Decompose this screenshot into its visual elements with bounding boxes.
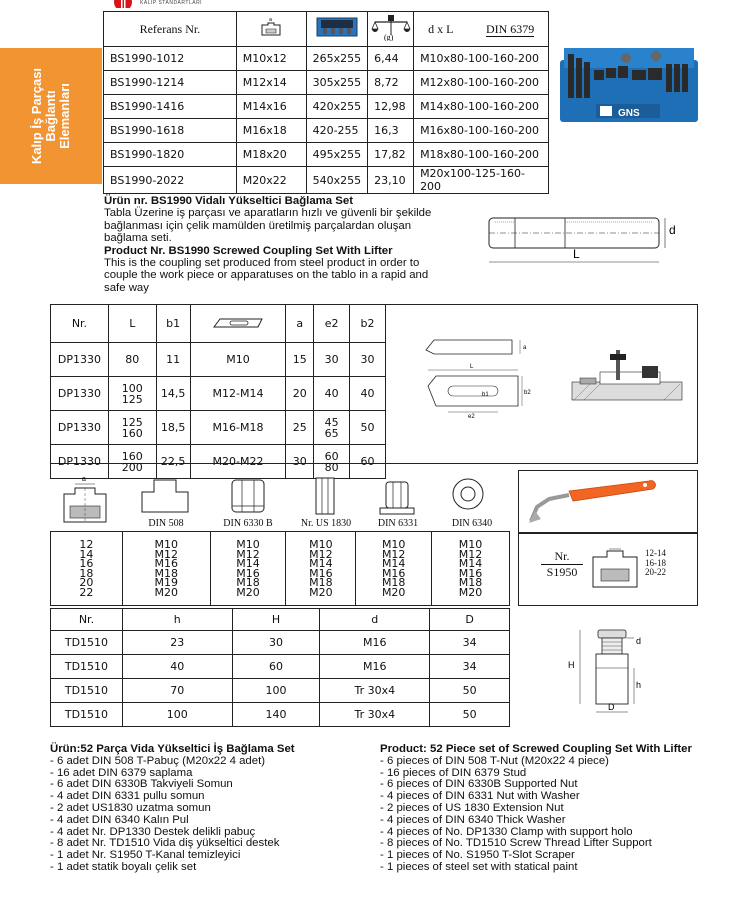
s1950-size: 16-18 — [645, 557, 666, 568]
list-tr-title: Ürün:52 Parça Vida Yükseltici İş Bağlama Set — [50, 743, 295, 755]
list-item: - 4 adet DIN 6331 pullu somun — [50, 790, 205, 803]
cell: M18x80-100-160-200 — [414, 143, 549, 167]
cell: 23,10 — [368, 167, 414, 194]
list-en-title: Product: 52 Piece set of Screwed Coupling Set With Lifter — [380, 743, 692, 755]
cell: 40 — [122, 655, 232, 679]
dim-L: L — [573, 247, 580, 261]
cell: 50 — [430, 679, 510, 703]
cell-line: 14 — [79, 547, 94, 561]
cell-line: 125 — [121, 415, 143, 429]
t-slot-profile-icon — [60, 472, 110, 528]
cell: M16x80-100-160-200 — [414, 119, 549, 143]
cell: M10 — [190, 343, 286, 377]
cell-line: M12 — [309, 547, 333, 561]
header-nr: Nr. — [51, 305, 109, 343]
table-row — [51, 411, 386, 445]
s1950-slot-icon — [591, 543, 641, 596]
cell: 12,98 — [368, 95, 414, 119]
cell: 25 — [286, 411, 314, 445]
dim-support-d: d — [636, 636, 642, 646]
table-row — [104, 167, 549, 194]
cell: TD1510 — [51, 631, 123, 655]
list-item: - 6 pieces of DIN 6330B Supported Nut — [380, 778, 578, 791]
cell: 16,3 — [368, 119, 414, 143]
list-item: - 1 adet statik boyalı çelik set — [50, 860, 197, 873]
cell: BS1990-1214 — [104, 71, 237, 95]
label-din6340: DIN 6340 — [451, 518, 493, 529]
cell: M18x20 — [236, 143, 306, 167]
reference-table-header — [104, 12, 549, 47]
s1950-nr: Nr. — [541, 549, 583, 565]
content-list-en — [380, 744, 720, 874]
cell: M16-M18 — [190, 411, 286, 445]
dim-H: H — [568, 660, 575, 670]
table-row — [104, 143, 549, 167]
cell-line: 16 — [79, 557, 94, 570]
cell: Tr 30x4 — [320, 703, 430, 727]
cell: 20 — [286, 377, 314, 411]
cell-line: M18 — [236, 576, 260, 589]
cell-line: M12 — [236, 547, 260, 561]
cell-line: 160 — [121, 426, 143, 440]
cell-line: 45 — [324, 415, 339, 429]
cell-line: 200 — [121, 460, 143, 474]
table-row — [51, 532, 510, 606]
cell-line: M20 — [458, 585, 483, 599]
supported-nut-icon — [218, 476, 278, 516]
cell: 11 — [156, 343, 190, 377]
cell: 8,72 — [368, 71, 414, 95]
cell: M10x80-100-160-200 — [414, 47, 549, 71]
weight-unit: (g) — [383, 33, 393, 41]
table-row — [104, 95, 549, 119]
cell: M20-M22 — [190, 445, 286, 479]
cell-line: M10 — [154, 538, 178, 551]
table-row — [104, 71, 549, 95]
cell: 34 — [430, 655, 510, 679]
side-tab-line: Kalıp İş Parçası — [29, 67, 44, 165]
s1950-size: 12-14 — [645, 548, 666, 558]
cell: 100 — [122, 703, 232, 727]
side-tab-line: Elemanları — [57, 83, 72, 149]
cell: BS1990-1416 — [104, 95, 237, 119]
cell-line: 60 — [324, 449, 339, 463]
s1950-code: S1950 — [546, 565, 578, 579]
header-d: d — [320, 609, 430, 631]
cell: 18,5 — [156, 411, 190, 445]
cell: BS1990-1820 — [104, 143, 237, 167]
cell — [314, 445, 350, 479]
side-tab-line: Bağlantı — [43, 90, 58, 142]
cell-line: 160 — [121, 449, 143, 463]
cell-line: M14 — [458, 557, 483, 570]
cell-line: M18 — [154, 566, 178, 580]
cell: BS1990-2022 — [104, 167, 237, 194]
s1950-label — [541, 549, 583, 580]
side-tab-text — [30, 51, 72, 181]
cell-line: M20 — [236, 585, 260, 599]
cell-line: M20 — [309, 585, 333, 599]
cell-line: 125 — [121, 392, 143, 406]
scraper-photo-frame — [518, 470, 698, 534]
header-e2: e2 — [314, 305, 350, 343]
cell — [122, 532, 210, 606]
cell-line: M10 — [458, 538, 483, 551]
coupling-set-photo — [556, 40, 704, 135]
dim-e2: e2 — [468, 414, 475, 420]
cell-line: M12 — [381, 547, 406, 561]
weight-scale-icon — [368, 12, 414, 47]
cell-line: M20 — [154, 585, 178, 599]
cell: M14x80-100-160-200 — [414, 95, 549, 119]
table-row — [51, 631, 510, 655]
table-row — [51, 343, 386, 377]
thick-washer-icon — [448, 474, 488, 514]
list-item: - 8 adet Nr. TD1510 Vida diş yükseltici destek — [50, 837, 280, 850]
header-b2: b2 — [350, 305, 386, 343]
list-item: - 8 pieces of No. TD1510 Screw Thread Lifter Support — [380, 837, 652, 850]
clamp-table-header — [51, 305, 386, 343]
header-nr: Nr. — [51, 609, 123, 631]
header-din6379: DIN 6379 — [485, 21, 535, 36]
cell-line: 65 — [324, 426, 339, 440]
cell: 140 — [232, 703, 320, 727]
list-item: - 16 adet DIN 6379 saplama — [50, 766, 193, 779]
nut-with-washer-icon — [372, 476, 422, 516]
cell: TD1510 — [51, 679, 123, 703]
cell: TD1510 — [51, 703, 123, 727]
cell: M12-M14 — [190, 377, 286, 411]
cell: M20x100-125-160-200 — [414, 167, 549, 194]
cell: 265x255 — [306, 47, 368, 71]
cell: TD1510 — [51, 655, 123, 679]
cell — [432, 532, 510, 606]
header-dxl-label: d x L — [428, 21, 453, 36]
cell: 60 — [350, 445, 386, 479]
cell-line: M16 — [236, 566, 260, 580]
cell: 15 — [286, 343, 314, 377]
cell: M16 — [320, 655, 430, 679]
brand-tagline: KALIP STANDARTLARI — [140, 0, 203, 6]
cell — [356, 532, 432, 606]
t-nut-icon — [130, 476, 200, 516]
cell: DP1330 — [51, 377, 109, 411]
s1950-size: 20-22 — [645, 567, 666, 577]
cell-line: M18 — [381, 576, 406, 589]
table-row — [104, 119, 549, 143]
cell — [108, 411, 156, 445]
cell: 420-255 — [306, 119, 368, 143]
list-item: - 16 pieces of DIN 6379 Stud — [380, 766, 527, 779]
list-item: - 6 adet DIN 6330B Takviyeli Somun — [50, 778, 233, 791]
cell: 40 — [314, 377, 350, 411]
cell-line: M19 — [154, 576, 178, 589]
cell: 100 — [232, 679, 320, 703]
list-item: - 1 pieces of steel set with statical paint — [380, 860, 578, 873]
cell: 17,82 — [368, 143, 414, 167]
cell: M20x22 — [236, 167, 306, 194]
cell — [51, 532, 123, 606]
list-item: - 1 pieces of No. S1950 T-Slot Scraper — [380, 849, 575, 862]
header-H: H — [232, 609, 320, 631]
cell-line: M16 — [154, 557, 178, 570]
cell: DP1330 — [51, 445, 109, 479]
list-item: - 4 pieces of DIN 6340 Thick Washer — [380, 813, 566, 826]
dim-d: d — [669, 223, 676, 237]
cell: 80 — [108, 343, 156, 377]
svg-text:GNS: GNS — [618, 108, 640, 119]
content-list-tr — [50, 744, 370, 874]
reference-table — [103, 11, 549, 194]
cell: 6,44 — [368, 47, 414, 71]
cell: M12x80-100-160-200 — [414, 71, 549, 95]
cell: 22,5 — [156, 445, 190, 479]
table-row — [51, 703, 510, 727]
cell: 34 — [430, 631, 510, 655]
cell: 540x255 — [306, 167, 368, 194]
cell: 305x255 — [306, 71, 368, 95]
cell-line: M10 — [309, 538, 333, 551]
extension-nut-icon — [300, 476, 350, 516]
cell-line: M12 — [458, 547, 483, 561]
desc-en-title: Product Nr. BS1990 Screwed Coupling Set With Lifter — [104, 244, 393, 257]
cell-line: M14 — [309, 557, 333, 570]
cell-line: M18 — [458, 576, 483, 589]
cell: M10x12 — [236, 47, 306, 71]
lifter-table-header — [51, 609, 510, 631]
desc-tr-line: bağlanması için çelik mamülden üretilmiş parçalardan oluşan — [104, 219, 412, 232]
cell-line: 18 — [79, 566, 94, 580]
cell-line: M10 — [236, 538, 260, 551]
stud-drawing — [485, 206, 695, 274]
list-item: - 4 pieces of No. DP1330 Clamp with support holo — [380, 825, 633, 838]
list-item: - 4 pieces of DIN 6331 Nut with Washer — [380, 790, 580, 803]
cell: 50 — [350, 411, 386, 445]
header-a: a — [286, 305, 314, 343]
dim-D: D — [608, 702, 615, 712]
cell — [210, 532, 286, 606]
cell: 50 — [430, 703, 510, 727]
set-box-icon — [306, 12, 368, 47]
cell-line: M16 — [381, 566, 406, 580]
list-item: - 6 pieces of DIN 508 T-Nut (M20x22 4 piece) — [380, 754, 609, 767]
dim-a-nut: a — [82, 476, 86, 483]
cell — [286, 532, 356, 606]
cell-line: M14 — [381, 557, 406, 570]
table-row — [104, 47, 549, 71]
cell — [108, 377, 156, 411]
cell-line: 22 — [79, 585, 94, 599]
cell-line: 12 — [79, 538, 94, 551]
cell-line: 20 — [79, 576, 94, 589]
header-referans: Referans Nr. — [104, 12, 237, 47]
cell-line: M10 — [381, 538, 406, 551]
dim-a: a — [523, 345, 527, 351]
cell: 30 — [314, 343, 350, 377]
dim-clamp-L: L — [470, 364, 474, 370]
cell: Tr 30x4 — [320, 679, 430, 703]
header-L: L — [108, 305, 156, 343]
header-h: h — [122, 609, 232, 631]
list-item: - 2 adet US1830 uzatma somun — [50, 801, 211, 814]
label-din6330b: DIN 6330 B — [223, 518, 273, 529]
label-din508: DIN 508 — [148, 518, 184, 529]
cell-line: M16 — [309, 566, 333, 580]
dim-b2: b2 — [524, 390, 531, 396]
header-dxl — [414, 12, 549, 47]
cell: 30 — [232, 631, 320, 655]
dim-h: h — [636, 680, 642, 690]
svg-text:a: a — [269, 17, 273, 23]
table-row — [51, 679, 510, 703]
cell-line: M16 — [458, 566, 483, 580]
cell: 14,5 — [156, 377, 190, 411]
cell: M16x18 — [236, 119, 306, 143]
list-item: - 4 adet DIN 6340 Kalın Pul — [50, 813, 189, 826]
table-row — [51, 655, 510, 679]
cell-line: 100 — [121, 381, 143, 395]
cell: M12x14 — [236, 71, 306, 95]
brand-logo — [112, 0, 134, 8]
list-item: - 2 pieces of US 1830 Extension Nut — [380, 801, 564, 814]
cell-line: M18 — [309, 576, 333, 589]
cell: 70 — [122, 679, 232, 703]
cell: BS1990-1618 — [104, 119, 237, 143]
lifter-support-table — [50, 608, 510, 727]
cell-line: M14 — [236, 557, 260, 570]
header-b1: b1 — [156, 305, 190, 343]
cell: BS1990-1012 — [104, 47, 237, 71]
cell: 40 — [350, 377, 386, 411]
label-din6331: DIN 6331 — [377, 518, 419, 529]
section-side-tab — [0, 48, 102, 184]
cell: 30 — [350, 343, 386, 377]
label-us1830: Nr. US 1830 — [300, 518, 352, 529]
s1950-sizes — [645, 549, 666, 578]
cell-line: M12 — [154, 547, 178, 561]
cell: M14x16 — [236, 95, 306, 119]
clamp-drawing — [420, 330, 692, 425]
dim-b1: b1 — [482, 392, 489, 398]
cell-line: 80 — [324, 460, 339, 474]
desc-tr-title: Ürün nr. BS1990 Vidalı Yükseltici Bağlama Set — [104, 195, 354, 207]
cell: M16 — [320, 631, 430, 655]
desc-en-line: This is the coupling set produced from steel product in order to — [104, 257, 420, 270]
clamp-table — [50, 304, 386, 479]
header-D: D — [430, 609, 510, 631]
s1950-spec-box — [518, 532, 698, 606]
desc-en-line: safe way — [104, 281, 149, 294]
cell-line: M20 — [381, 585, 406, 599]
cell: 420x255 — [306, 95, 368, 119]
cell: 30 — [286, 445, 314, 479]
t-slot-icon — [236, 12, 306, 47]
cell — [108, 445, 156, 479]
table-row — [51, 377, 386, 411]
cell: 23 — [122, 631, 232, 655]
list-item: - 1 adet Nr. S1950 T-Kanal temizleyici — [50, 849, 241, 862]
lifter-support-drawing — [562, 624, 652, 720]
desc-en-line: couple the work piece or apparatuses on the tablo in a rapid and — [104, 269, 429, 282]
desc-tr-line: Tabla Üzerine iş parçası ve aparatların hızlı ve güvenli bir şekilde — [104, 207, 432, 220]
list-item: - 6 adet DIN 508 T-Pabuç (M20x22 4 adet) — [50, 754, 266, 767]
cell: 495x255 — [306, 143, 368, 167]
clamp-icon — [190, 305, 286, 343]
list-item: - 4 adet Nr. DP1330 Destek delikli pabuç — [50, 825, 256, 838]
cell: DP1330 — [51, 343, 109, 377]
desc-tr-line: bağlama seti. — [104, 232, 172, 245]
nut-sizes-table — [50, 531, 510, 606]
cell: 60 — [232, 655, 320, 679]
cell — [314, 411, 350, 445]
product-description — [104, 195, 474, 294]
cell: DP1330 — [51, 411, 109, 445]
